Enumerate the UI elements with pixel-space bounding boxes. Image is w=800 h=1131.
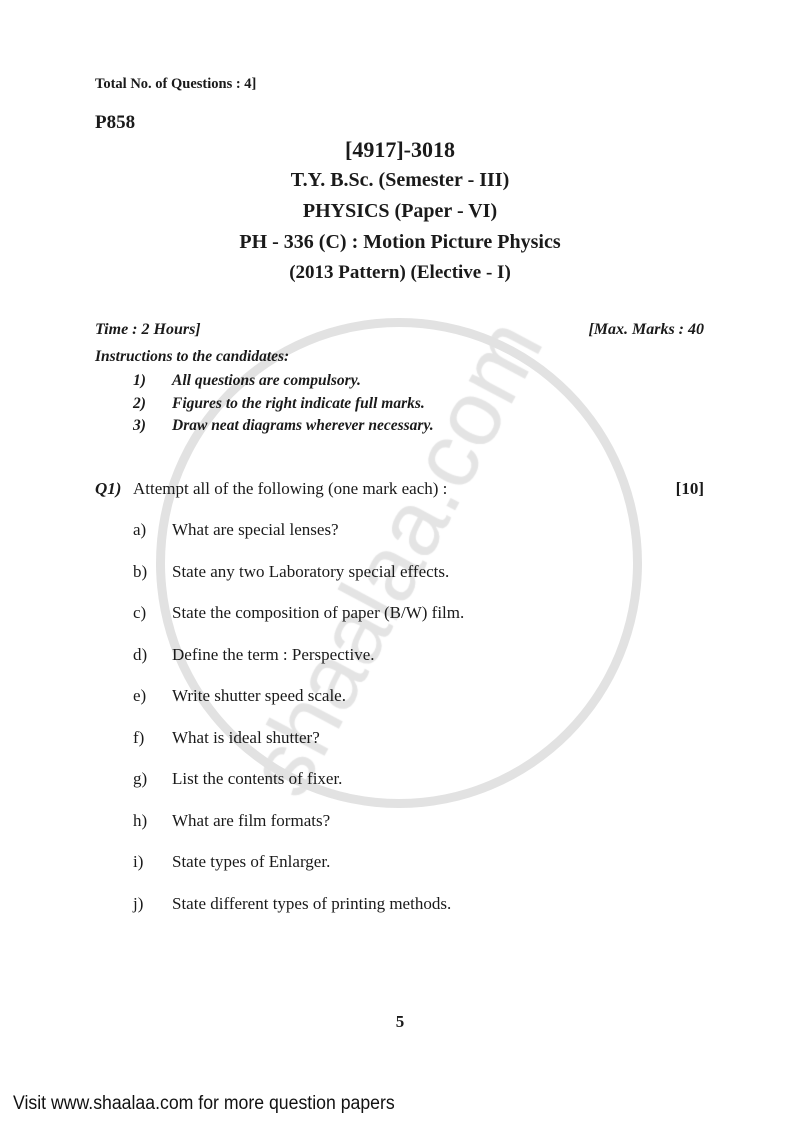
- question-part-letter: g): [133, 769, 148, 788]
- question-label: Q1): [95, 479, 122, 498]
- course-title: T.Y. B.Sc. (Semester - III): [290, 169, 510, 191]
- instruction-num: 1): [133, 372, 146, 389]
- question-part-letter: b): [133, 561, 148, 581]
- question-part-text: State different types of printing methods.: [172, 893, 452, 913]
- question-part-letter: i): [133, 852, 144, 871]
- question-text: Attempt all of the following (one mark each) :: [133, 479, 448, 498]
- question-part-letter: c): [133, 603, 147, 622]
- pattern-title: (2013 Pattern) (Elective - I): [289, 262, 511, 283]
- question-part-letter: f): [133, 727, 145, 747]
- question-part-letter: j): [133, 893, 144, 913]
- instruction-text: All questions are compulsory.: [172, 372, 361, 389]
- question-part-text: Write shutter speed scale.: [172, 686, 346, 705]
- question-part-letter: h): [133, 810, 148, 830]
- instruction-num: 3): [133, 417, 146, 434]
- question-part-letter: a): [133, 520, 147, 539]
- page-number: 5: [395, 1012, 405, 1031]
- instructions-heading: Instructions to the candidates:: [95, 348, 290, 365]
- question-part-text: State any two Laboratory special effects.: [172, 561, 450, 581]
- question-part-text: Define the term : Perspective.: [172, 644, 375, 664]
- question-part-text: List the contents of fixer.: [172, 769, 343, 788]
- paper-title: PH - 336 (C) : Motion Picture Physics: [239, 231, 561, 253]
- footer-link[interactable]: Visit www.shaalaa.com for more question papers: [13, 1093, 395, 1114]
- question-part-text: What are special lenses?: [172, 520, 339, 539]
- question-part-text: State the composition of paper (B/W) film.: [172, 603, 465, 622]
- time-label: Time : 2 Hours]: [95, 321, 201, 338]
- question-part-text: State types of Enlarger.: [172, 852, 331, 871]
- exam-code: [4917]-3018: [345, 137, 455, 162]
- paper-code: P858: [95, 112, 136, 133]
- total-questions: Total No. of Questions : 4]: [95, 76, 257, 92]
- question-marks: [10]: [675, 479, 704, 498]
- question-part-text: What is ideal shutter?: [172, 727, 320, 747]
- subject-title: PHYSICS (Paper - VI): [302, 200, 498, 222]
- question-part-letter: d): [133, 644, 148, 664]
- instruction-text: Draw neat diagrams wherever necessary.: [172, 417, 434, 434]
- max-marks: [Max. Marks : 40: [588, 321, 704, 338]
- instruction-text: Figures to the right indicate full marks.: [172, 395, 425, 412]
- question-part-text: What are film formats?: [172, 810, 331, 830]
- instruction-num: 2): [133, 395, 146, 412]
- question-part-letter: e): [133, 686, 147, 705]
